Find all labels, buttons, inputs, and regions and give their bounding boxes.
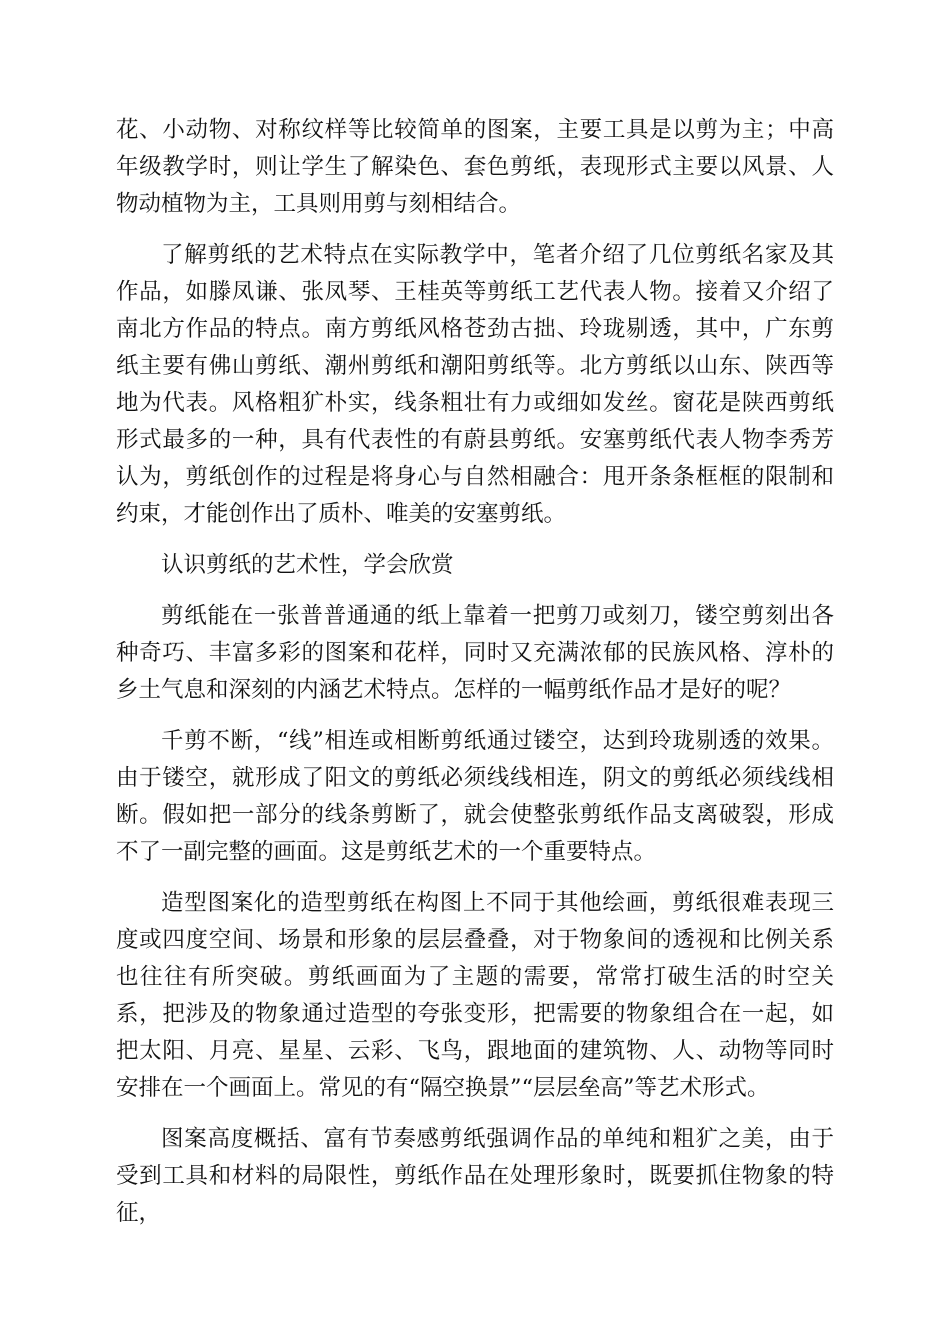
paragraph-art-features: 了解剪纸的艺术特点在实际教学中，笔者介绍了几位剪纸名家及其作品，如滕凤谦、张凤琴、王桂英等剪纸工艺代表人物。接着又介绍了南北方作品的特点。南方剪纸风格苍劲古拙、玲珑剔透，其中，广东剪纸主要有佛山剪纸、潮州剪纸和潮阳剪纸等。北方剪纸以山东、陕西等地为代表。风格粗犷朴实，线条粗壮有力或细如发丝。窗花是陕西剪纸形式最多的一种，具有代表性的有蔚县剪纸。安塞剪纸代表人物李秀芳认为，剪纸创作的过程是将身心与自然相融合：甩开条条框框的限制和约束，才能创作出了质朴、唯美的安塞剪纸。 <box>116 242 834 527</box>
paragraph-generalization: 图案高度概括、富有节奏感剪纸强调作品的单纯和粗犷之美，由于受到工具和材料的局限性，剪纸作品在处理形象时，既要抓住物象的特征， <box>116 1126 834 1226</box>
paragraph-pattern-modeling: 造型图案化的造型剪纸在构图上不同于其他绘画，剪纸很难表现三度或四度空间、场景和形象的层层叠叠，对于物象间的透视和比例关系也往往有所突破。剪纸画面为了主题的需要，常常打破生活的时空关系，把涉及的物象通过造型的夸张变形，把需要的物象组合在一起，如把太阳、月亮、星星、云彩、飞鸟，跟地面的建筑物、人、动物等同时安排在一个画面上。常见的有“隔空换景”“层层垒高”等艺术形式。 <box>116 890 834 1101</box>
paragraph-line-connection: 千剪不断，“线”相连或相断剪纸通过镂空，达到玲珑剔透的效果。由于镂空，就形成了阳文的剪纸必须线线相连，阴文的剪纸必须线线相断。假如把一部分的线条剪断了，就会使整张剪纸作品支离破裂，形成不了一副完整的画面。这是剪纸艺术的一个重要特点。 <box>116 728 834 865</box>
paragraph-continued: 花、小动物、对称纹样等比较简单的图案，主要工具是以剪为主；中高年级教学时，则让学生了解染色、套色剪纸，表现形式主要以风景、人物动植物为主，工具则用剪与刻相结合。 <box>116 117 834 217</box>
section-heading-appreciation: 认识剪纸的艺术性，学会欣赏 <box>161 552 454 578</box>
paragraph-intro-appreciation: 剪纸能在一张普普通通的纸上靠着一把剪刀或刻刀，镂空剪刻出各种奇巧、丰富多彩的图案和花样，同时又充满浓郁的民族风格、淳朴的乡土气息和深刻的内涵艺术特点。怎样的一幅剪纸作品才是好的呢？ <box>116 603 834 703</box>
document-body <box>116 112 834 1246</box>
